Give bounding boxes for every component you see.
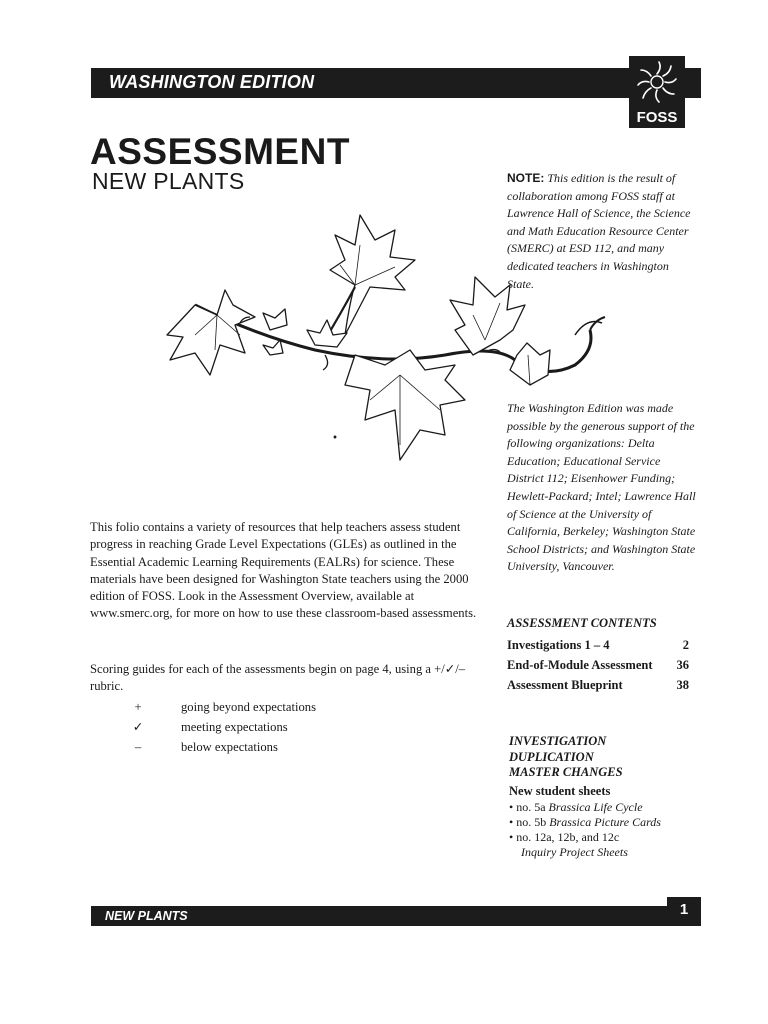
edition-label: WASHINGTON EDITION [109,72,315,92]
contents-item [507,678,689,696]
contents-item [507,638,689,656]
page-number: 1 [679,901,689,918]
header-bar [91,68,701,98]
footer-label: NEW PLANTS [105,909,188,923]
rubric-item [90,739,430,759]
sheet-item [509,800,699,815]
contents-item-page: 2 [682,638,689,652]
logo-text: FOSS [636,109,678,126]
note-text: This edition is the result of collaboration among FOSS staff at Lawrence Hall of Science, the Science and Math Education Resource Center (SMERC) at ESD 112, and many dedicated teachers in Washington State. [507,171,691,291]
duplication-title [509,734,689,781]
rubric-item [90,699,430,719]
footer-bar [91,906,667,926]
rubric-symbol: + [134,699,142,714]
rubric-text: going beyond expectations [181,699,317,714]
sheet-item [509,830,699,845]
support-note: The Washington Edition was made possible by the generous support of the following organizations: Delta Education; Educational Service District 112; Eisenhower Funding; Hewlett-Packard; Intel; Lawrence Hall of Science at the University of California, Berkeley; Washington State School Districts; and Washington State University, Vancouver. [507,401,696,574]
new-sheets-label: New student sheets [509,784,611,798]
page-title: ASSESSMENT [90,131,350,172]
rubric-text: below expectations [181,739,278,754]
page-number-box [667,897,701,926]
contents-title: ASSESSMENT CONTENTS [507,616,657,630]
page-subtitle: NEW PLANTS [92,168,245,194]
sheet-item-prefix: • no. 5a [509,800,549,814]
intro-paragraph: This folio contains a variety of resources that help teachers assess student progress in reaching Grade Level Expectations (GLEs) as outlined in the Essential Academic Learning Requirements (EALRs) for science. These materials have been designed for Washington State teachers using the 2000 edition of FOSS. Look in the Assessment Overview, available at www.smerc.org, for more on how to use these classroom-based assessments. [90,520,477,621]
rubric-symbol: ✓ [132,719,144,734]
sheet-item-title: Brassica Picture Cards [549,815,661,829]
duplication-title-line: DUPLICATION [509,749,594,764]
contents-item [507,658,689,676]
sheet-item-prefix: • no. 5b [509,815,550,829]
contents-item-label: End-of-Module Assessment [507,658,653,672]
sheet-item [509,815,699,830]
duplication-title-line: MASTER CHANGES [509,765,623,779]
rubric-item [90,719,430,739]
scoring-paragraph [90,661,485,763]
contents-item-page: 38 [676,678,689,692]
rubric-text: meeting expectations [181,719,288,734]
sheet-item-continuation: Inquiry Project Sheets [521,845,628,859]
contents-item-label: Assessment Blueprint [507,678,623,692]
note-label: NOTE: [507,171,545,185]
contents-item-page: 36 [676,658,689,672]
foss-logo [629,56,685,128]
sheet-item-title: Brassica Life Cycle [548,800,643,814]
contents-item-label: Investigations 1 – 4 [507,638,610,652]
scoring-text: Scoring guides for each of the assessments begin on page 4, using a +/✓/– rubric. [90,662,466,694]
duplication-title-line: INVESTIGATION [509,734,607,748]
rubric-list [90,699,485,763]
sheet-item-prefix: • no. 12a, 12b, and 12c [509,830,620,844]
rubric-symbol: – [134,739,142,754]
